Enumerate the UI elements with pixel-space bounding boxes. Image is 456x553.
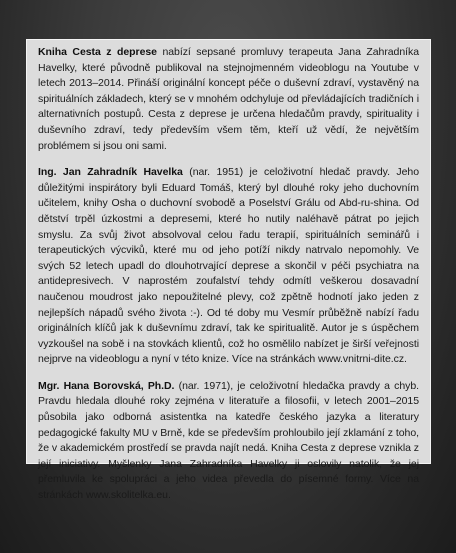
author-name: Ing. Jan Zahradník Havelka (38, 166, 183, 179)
editor-bio-paragraph (38, 379, 419, 504)
editor-name: Mgr. Hana Borovská, Ph.D. (38, 379, 175, 392)
text-panel (26, 39, 431, 502)
book-description-text: nabízí sepsané promluvy terapeuta Jana Zahradníka Havelky, které původně publikoval na stejnojmenném videoblogu na Youtube v letech 2013–2014. Přináší originální koncept péče o duševní zdraví, vystavěný na spirituálních základech, který se v mnohém odchyluje od převládajících tradičních i alternativních postupů. Cesta z deprese je určena hledačům pravdy, spirituality i duševního zdraví, tedy především všem těm, kteří už vědí, že největším problémem si jsou oni sami. (38, 46, 419, 152)
book-description-paragraph (38, 45, 419, 154)
editor-bio-text: (nar. 1971), je celoživotní hledačka pravdy a chyb. Pravdu hledala dlouhé roky zejména v literatuře a filosofii, v letech 2001–2015 působila jako odborná asistentka na katedře českého jazyka a literatury pedagogické fakulty MU v Brně, kde se především prohloubilo její zklamání z toho, že v akademickém prostředí se pravda najít nedá. Kniha Cesta z deprese vznikla z její iniciativy. Myšlenky Jana Zahradníka Havelky ji oslovily natolik, že jej přemluvila ke spolupráci a jeho videa převedla do písemné formy. Více na stránkách www.skolitelka.eu. (38, 379, 419, 502)
book-title: Kniha Cesta z deprese (38, 46, 157, 58)
author-bio-paragraph (38, 165, 419, 368)
author-bio-text: (nar. 1951) je celoživotní hledač pravdy. Jeho důležitými inspirátory byli Eduard Tomáš, který byl dlouhé roky jeho duchovním učitelem, knihy Osha o duchovní svobodě a Poselství Grálu od Abd-ru-shina. Od dětství trpěl úzkostmi a depresemi, které ho nutily naléhavě pátrat po jejich smyslu. Za svůj život absolvoval celou řadu terapií, spirituálních seminářů i terapeutických výcviků, které mu od jeho potíží nikdy natrvalo nepomohly. Ve svých 52 letech upadl do dlouhotrvající deprese a skončil v péči psychiatra na antidepresivech. V naprostém zoufalství tehdy odmítl veškerou dosavadní naučenou moudrost jako nepoužitelné plevy, což zpětně hodnotí jako jeden z nejlepších nápadů svého života :-). Od té doby mu Vesmír průběžně nabízí řadu originálních klíčů jak k duševnímu zdraví, tak ke spiritualitě. Autor je s úspěchem vyzkoušel na sobě i na stovkách klientů, což ho osmělilo nabízet je širší veřejnosti nejprve na videoblogu a nyní v této knize. Více na stránkách www.vnitrni-dite.cz. (38, 166, 419, 366)
